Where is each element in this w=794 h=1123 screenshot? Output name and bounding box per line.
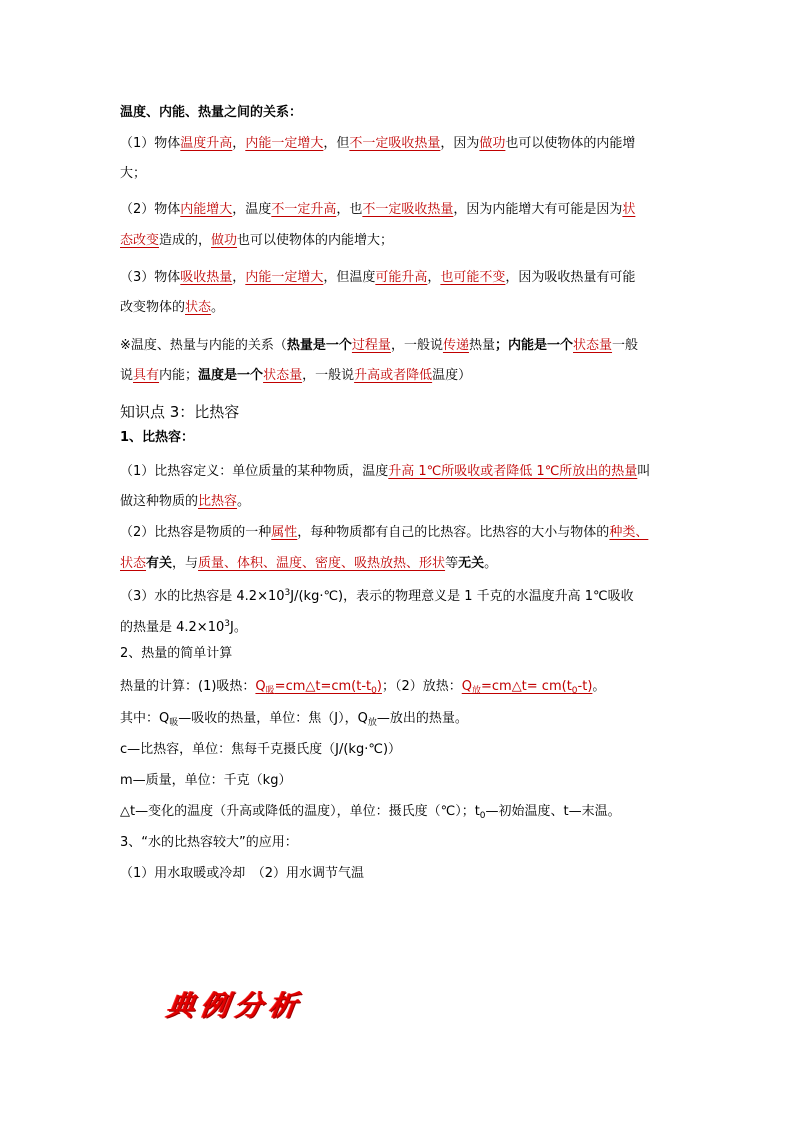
paragraph-2: （2）物体内能增大，温度不一定升高，也不一定吸收热量，因为内能增大有可能是因为状 bbox=[120, 202, 636, 217]
paragraph-1: （1）物体温度升高，内能一定增大，但不一定吸收热量，因为做功也可以使物体的内能增 bbox=[120, 136, 636, 151]
subheading-3: 3、“水的比热容较大”的应用： bbox=[120, 835, 298, 850]
paragraph-3-cont: 改变物体的状态。 bbox=[120, 300, 225, 315]
delta-t-line: △t—变化的温度（升高或降低的温度），单位：摄氏度（℃）；$t_0—$初始温度、t—末温。 bbox=[120, 804, 621, 821]
property-line-cont: 状态有关，与质量、体积、温度、密度、吸热放热、形状等无关。 bbox=[120, 556, 498, 571]
water-line: （3）水的比热容是 $4.2\times 10^3J/(kg\cdot℃)$，表示的物理意义是 1 千克的水温度升高 1℃吸收 bbox=[120, 588, 634, 604]
applications-line: （1）用水取暖或冷却 （2）用水调节气温 bbox=[120, 866, 365, 881]
c-line: c—比热容，单位：焦每千克摄氏度（J/(kg·℃)） bbox=[120, 742, 402, 757]
note-line: ※温度、热量与内能的关系（热量是一个过程量，一般说传递热量；内能是一个状态量一般 bbox=[120, 338, 639, 353]
subheading-2: 2、热量的简单计算 bbox=[120, 646, 233, 661]
knowledge-heading: 知识点 3：比热容 bbox=[120, 403, 240, 421]
where-line: 其中：$Q_吸—$吸收的热量，单位：焦（J），$Q_放—$放出的热量。 bbox=[120, 711, 468, 728]
definition-line-cont: 做这种物质的比热容。 bbox=[120, 494, 251, 509]
note-line-cont: 说具有内能；温度是一个状态量，一般说升高或者降低温度） bbox=[120, 368, 472, 383]
paragraph-2-cont: 态改变造成的，做功也可以使物体的内能增大； bbox=[120, 233, 394, 248]
subheading-1: 1、比热容： bbox=[120, 430, 195, 445]
paragraph-3: （3）物体吸收热量，内能一定增大，但温度可能升高，也可能不变，因为吸收热量有可能 bbox=[120, 270, 636, 285]
property-line: （2）比热容是物质的一种属性，每种物质都有自己的比热容。比热容的大小与物体的种类、 bbox=[120, 525, 649, 540]
paragraph-1-cont: 大； bbox=[120, 166, 147, 181]
calc-line: 热量的计算：(1)吸热：$Q_吸=cm\triangle t=cm(t-t_0)$；（2）放热：$Q_放=cm\triangle t= cm(t_0-t)$。 bbox=[120, 679, 606, 696]
m-line: m—质量，单位：千克（kg） bbox=[120, 773, 292, 788]
section-title: 温度、内能、热量之间的关系： bbox=[120, 105, 303, 120]
definition-line: （1）比热容定义：单位质量的某种物质，温度升高 1℃所吸收或者降低 1℃所放出的热量叫 bbox=[120, 464, 651, 479]
water-line-cont: 的热量是 $4.2\times 10^3J$。 bbox=[120, 619, 247, 635]
example-analysis-logo: 典例分析 bbox=[164, 989, 306, 1022]
